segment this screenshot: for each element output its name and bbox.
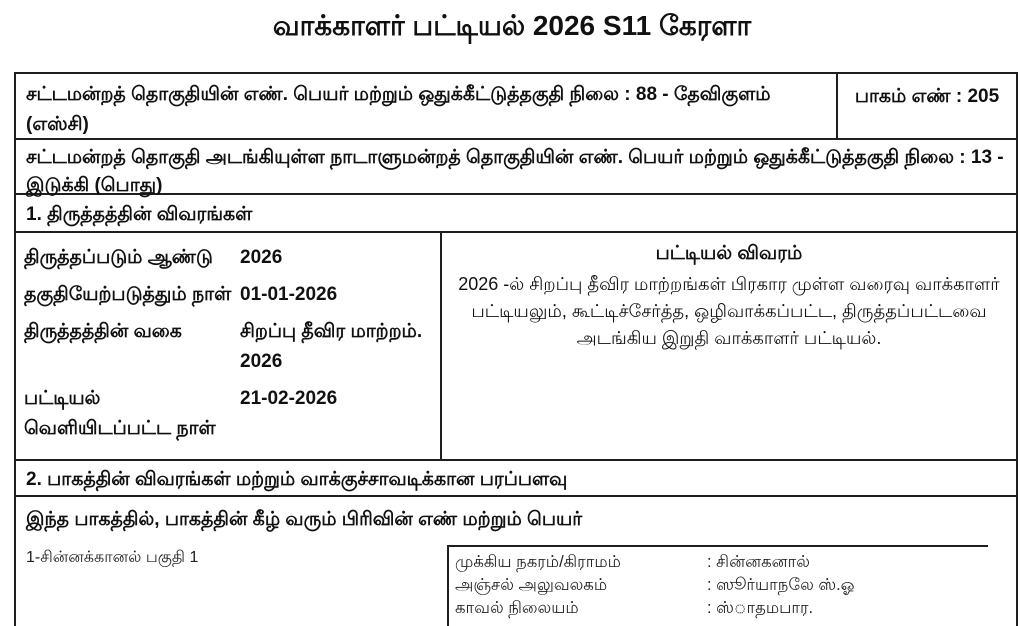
part-section-name: 1-சின்னக்கானல் பகுதி 1 bbox=[26, 549, 199, 566]
location-details-box bbox=[447, 545, 988, 626]
field-row bbox=[24, 317, 432, 377]
location-label: காவல் நிலையம் bbox=[455, 599, 579, 617]
field-label: தகுதியேற்படுத்தும் நாள் bbox=[24, 284, 232, 305]
field-value: 2026 bbox=[240, 247, 283, 268]
location-row bbox=[455, 597, 988, 620]
revision-fields bbox=[16, 233, 442, 459]
roll-detail-panel bbox=[442, 233, 1016, 459]
location-row bbox=[455, 574, 988, 597]
page-title: வாக்காளர் பட்டியல் 2026 S11 கேரளா bbox=[272, 10, 752, 41]
field-value: 21-02-2026 bbox=[240, 388, 338, 409]
location-value: : ஸ்ாதமபார. bbox=[707, 599, 814, 617]
field-label: திருத்தப்படும் ஆண்டு bbox=[24, 247, 213, 268]
field-row bbox=[24, 280, 432, 310]
assembly-constituency-row bbox=[16, 74, 1016, 140]
part-details-row bbox=[16, 497, 1016, 626]
roll-detail-heading: பட்டியல் விவரம் bbox=[655, 243, 803, 264]
part-number: பாகம் எண் : 205 bbox=[854, 86, 1000, 107]
location-label: அஞ்சல் அலுவலகம் bbox=[455, 576, 608, 594]
section2-subheading: இந்த பாகத்தில், பாகத்தின் கீழ் வரும் பிரிவின் எண் மற்றும் பெயர் bbox=[26, 509, 583, 530]
section1-heading: 1. திருத்தத்தின் விவரங்கள் bbox=[16, 195, 1016, 233]
field-label: பட்டியல் வெளியிடப்பட்ட நாள் bbox=[24, 388, 216, 439]
roll-detail-body: 2026 -ல் சிறப்பு தீவிர மாற்றங்கள் பிரகார முள்ள வரைவு வாக்காளர் பட்டியலும், கூட்டிச்சேர்த்த, ஒழிவாக்கப்பட்ட, திருத்தப்பட்டவை அடங்கிய இறுதி வாக்காளர் பட்டியல். bbox=[458, 274, 1000, 348]
location-label: முக்கிய நகரம்/கிராமம் bbox=[455, 553, 621, 571]
location-value: : ஸூர்யாநலே ஸ்.ஓ bbox=[707, 576, 855, 594]
field-row bbox=[24, 384, 432, 444]
field-row bbox=[24, 243, 432, 273]
location-value: : சின்னகனால் bbox=[707, 553, 810, 571]
assembly-constituency-text: சட்டமன்றத் தொகுதியின் எண். பெயர் மற்றும் ஒதுக்கீட்டுத்தகுதி நிலை : 88 - தேவிகுளம் (எஸ்சி) bbox=[16, 74, 838, 138]
parliament-constituency-row: சட்டமன்றத் தொகுதி அடங்கியுள்ள நாடாளுமன்றத் தொகுதியின் எண். பெயர் மற்றும் ஒதுக்கீட்டுத்தகுதி நிலை : 13 - இடுக்கி (பொது) bbox=[16, 140, 1016, 195]
field-value: 01-01-2026 bbox=[240, 284, 338, 305]
location-row bbox=[455, 551, 988, 574]
field-value: சிறப்பு தீவிர மாற்றம். 2026 bbox=[240, 321, 423, 372]
section2-heading: 2. பாகத்தின் விவரங்கள் மற்றும் வாக்குச்சாவடிக்கான பரப்பளவு bbox=[16, 461, 1016, 497]
roll-header-table bbox=[14, 72, 1018, 626]
revision-details-row bbox=[16, 233, 1016, 461]
field-label: திருத்தத்தின் வகை bbox=[24, 321, 182, 342]
